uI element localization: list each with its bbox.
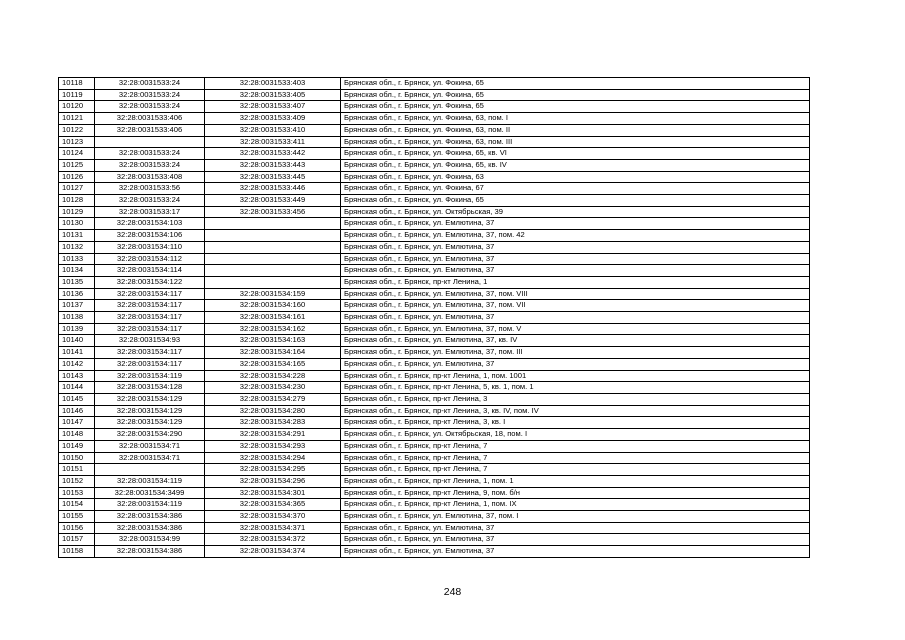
table-row (59, 300, 810, 312)
object-id-cell: 32:28:0031534:280 (205, 405, 341, 417)
parcel-id-cell: 32:28:0031533:17 (95, 206, 205, 218)
table-row (59, 230, 810, 242)
table-row (59, 159, 810, 171)
object-id-cell: 32:28:0031534:230 (205, 382, 341, 394)
parcel-id-cell: 32:28:0031534:117 (95, 347, 205, 359)
object-id-cell: 32:28:0031534:374 (205, 546, 341, 558)
object-id-cell: 32:28:0031533:446 (205, 183, 341, 195)
table-row (59, 452, 810, 464)
address-cell: Брянская обл., г. Брянск, ул. Фокина, 65 (341, 78, 810, 90)
row-number-cell: 10136 (59, 288, 95, 300)
table-row (59, 405, 810, 417)
table-row (59, 358, 810, 370)
parcel-id-cell: 32:28:0031534:110 (95, 241, 205, 253)
address-cell: Брянская обл., г. Брянск, ул. Емлютина, 37, пом. 42 (341, 230, 810, 242)
parcel-id-cell: 32:28:0031534:129 (95, 405, 205, 417)
row-number-cell: 10140 (59, 335, 95, 347)
object-id-cell: 32:28:0031534:162 (205, 323, 341, 335)
parcel-id-cell: 32:28:0031534:117 (95, 312, 205, 324)
address-cell: Брянская обл., г. Брянск, ул. Емлютина, 37 (341, 534, 810, 546)
parcel-id-cell: 32:28:0031534:122 (95, 276, 205, 288)
table-row (59, 276, 810, 288)
parcel-id-cell: 32:28:0031534:99 (95, 534, 205, 546)
row-number-cell: 10156 (59, 522, 95, 534)
row-number-cell: 10144 (59, 382, 95, 394)
parcel-id-cell: 32:28:0031534:117 (95, 300, 205, 312)
object-id-cell: 32:28:0031533:409 (205, 113, 341, 125)
address-cell: Брянская обл., г. Брянск, пр-кт Ленина, 3 (341, 393, 810, 405)
row-number-cell: 10128 (59, 195, 95, 207)
address-cell: Брянская обл., г. Брянск, ул. Емлютина, 37 (341, 312, 810, 324)
table-row (59, 253, 810, 265)
parcel-id-cell: 32:28:0031534:117 (95, 358, 205, 370)
address-cell: Брянская обл., г. Брянск, ул. Емлютина, 37 (341, 522, 810, 534)
row-number-cell: 10133 (59, 253, 95, 265)
table-row (59, 335, 810, 347)
object-id-cell: 32:28:0031534:370 (205, 511, 341, 523)
address-cell: Брянская обл., г. Брянск, ул. Фокина, 63, пом. I (341, 113, 810, 125)
address-cell: Брянская обл., г. Брянск, пр-кт Ленина, 7 (341, 452, 810, 464)
address-cell: Брянская обл., г. Брянск, пр-кт Ленина, 1, пом. 1 (341, 475, 810, 487)
address-cell: Брянская обл., г. Брянск, ул. Емлютина, 37, кв. IV (341, 335, 810, 347)
row-number-cell: 10149 (59, 440, 95, 452)
row-number-cell: 10121 (59, 113, 95, 125)
object-id-cell: 32:28:0031534:160 (205, 300, 341, 312)
object-id-cell: 32:28:0031534:164 (205, 347, 341, 359)
address-cell: Брянская обл., г. Брянск, пр-кт Ленина, 3, кв. IV, пом. IV (341, 405, 810, 417)
object-id-cell: 32:28:0031533:442 (205, 148, 341, 160)
address-cell: Брянская обл., г. Брянск, ул. Фокина, 67 (341, 183, 810, 195)
parcel-id-cell: 32:28:0031534:386 (95, 511, 205, 523)
address-cell: Брянская обл., г. Брянск, ул. Октябрьская, 18, пом. I (341, 429, 810, 441)
parcel-id-cell: 32:28:0031533:24 (95, 89, 205, 101)
object-id-cell: 32:28:0031533:403 (205, 78, 341, 90)
parcel-id-cell: 32:28:0031533:406 (95, 124, 205, 136)
object-id-cell: 32:28:0031534:228 (205, 370, 341, 382)
parcel-id-cell (95, 464, 205, 476)
parcel-id-cell: 32:28:0031533:406 (95, 113, 205, 125)
table-row (59, 148, 810, 160)
row-number-cell: 10141 (59, 347, 95, 359)
row-number-cell: 10151 (59, 464, 95, 476)
address-cell: Брянская обл., г. Брянск, пр-кт Ленина, 7 (341, 464, 810, 476)
object-id-cell: 32:28:0031534:372 (205, 534, 341, 546)
parcel-id-cell: 32:28:0031534:114 (95, 265, 205, 277)
table-row (59, 347, 810, 359)
object-id-cell (205, 230, 341, 242)
address-cell: Брянская обл., г. Брянск, ул. Фокина, 65 (341, 195, 810, 207)
cadastral-table-body (59, 78, 810, 558)
parcel-id-cell: 32:28:0031534:103 (95, 218, 205, 230)
parcel-id-cell: 32:28:0031533:24 (95, 159, 205, 171)
row-number-cell: 10153 (59, 487, 95, 499)
address-cell: Брянская обл., г. Брянск, ул. Фокина, 63, пом. III (341, 136, 810, 148)
parcel-id-cell: 32:28:0031534:386 (95, 522, 205, 534)
object-id-cell: 32:28:0031534:163 (205, 335, 341, 347)
row-number-cell: 10147 (59, 417, 95, 429)
parcel-id-cell: 32:28:0031534:128 (95, 382, 205, 394)
parcel-id-cell: 32:28:0031533:24 (95, 195, 205, 207)
object-id-cell: 32:28:0031533:456 (205, 206, 341, 218)
row-number-cell: 10157 (59, 534, 95, 546)
address-cell: Брянская обл., г. Брянск, пр-кт Ленина, 1 (341, 276, 810, 288)
parcel-id-cell: 32:28:0031534:119 (95, 499, 205, 511)
object-id-cell: 32:28:0031534:293 (205, 440, 341, 452)
object-id-cell: 32:28:0031534:291 (205, 429, 341, 441)
parcel-id-cell: 32:28:0031534:117 (95, 323, 205, 335)
object-id-cell (205, 265, 341, 277)
table-row (59, 546, 810, 558)
table-row (59, 113, 810, 125)
address-cell: Брянская обл., г. Брянск, пр-кт Ленина, 7 (341, 440, 810, 452)
table-row (59, 288, 810, 300)
object-id-cell (205, 218, 341, 230)
object-id-cell: 32:28:0031534:159 (205, 288, 341, 300)
table-row (59, 382, 810, 394)
parcel-id-cell: 32:28:0031534:112 (95, 253, 205, 265)
row-number-cell: 10146 (59, 405, 95, 417)
table-row (59, 393, 810, 405)
object-id-cell: 32:28:0031534:371 (205, 522, 341, 534)
cadastral-table (58, 77, 810, 558)
row-number-cell: 10142 (59, 358, 95, 370)
address-cell: Брянская обл., г. Брянск, ул. Емлютина, 37, пом. I (341, 511, 810, 523)
address-cell: Брянская обл., г. Брянск, ул. Емлютина, 37 (341, 358, 810, 370)
table-row (59, 89, 810, 101)
address-cell: Брянская обл., г. Брянск, ул. Емлютина, 37 (341, 253, 810, 265)
row-number-cell: 10124 (59, 148, 95, 160)
page-number: 248 (443, 586, 462, 598)
table-row (59, 323, 810, 335)
object-id-cell: 32:28:0031534:161 (205, 312, 341, 324)
table-row (59, 136, 810, 148)
row-number-cell: 10134 (59, 265, 95, 277)
address-cell: Брянская обл., г. Брянск, ул. Фокина, 65, кв. VI (341, 148, 810, 160)
parcel-id-cell (95, 136, 205, 148)
table-row (59, 218, 810, 230)
table-row (59, 499, 810, 511)
object-id-cell: 32:28:0031534:365 (205, 499, 341, 511)
row-number-cell: 10122 (59, 124, 95, 136)
table-row (59, 511, 810, 523)
row-number-cell: 10158 (59, 546, 95, 558)
row-number-cell: 10152 (59, 475, 95, 487)
table-row (59, 417, 810, 429)
row-number-cell: 10120 (59, 101, 95, 113)
parcel-id-cell: 32:28:0031534:71 (95, 452, 205, 464)
parcel-id-cell: 32:28:0031534:106 (95, 230, 205, 242)
row-number-cell: 10139 (59, 323, 95, 335)
address-cell: Брянская обл., г. Брянск, ул. Октябрьская, 39 (341, 206, 810, 218)
parcel-id-cell: 32:28:0031533:24 (95, 101, 205, 113)
row-number-cell: 10132 (59, 241, 95, 253)
address-cell: Брянская обл., г. Брянск, ул. Емлютина, 37 (341, 546, 810, 558)
address-cell: Брянская обл., г. Брянск, ул. Емлютина, 37 (341, 218, 810, 230)
table-row (59, 475, 810, 487)
object-id-cell: 32:28:0031533:449 (205, 195, 341, 207)
table-row (59, 522, 810, 534)
row-number-cell: 10131 (59, 230, 95, 242)
table-row (59, 241, 810, 253)
table-row (59, 78, 810, 90)
parcel-id-cell: 32:28:0031534:117 (95, 288, 205, 300)
parcel-id-cell: 32:28:0031534:386 (95, 546, 205, 558)
object-id-cell: 32:28:0031534:294 (205, 452, 341, 464)
address-cell: Брянская обл., г. Брянск, пр-кт Ленина, 1, пом. 1001 (341, 370, 810, 382)
row-number-cell: 10138 (59, 312, 95, 324)
object-id-cell (205, 276, 341, 288)
address-cell: Брянская обл., г. Брянск, пр-кт Ленина, 9, пом. б/н (341, 487, 810, 499)
parcel-id-cell: 32:28:0031533:56 (95, 183, 205, 195)
object-id-cell: 32:28:0031533:445 (205, 171, 341, 183)
address-cell: Брянская обл., г. Брянск, ул. Емлютина, 37 (341, 265, 810, 277)
address-cell: Брянская обл., г. Брянск, ул. Фокина, 63, пом. II (341, 124, 810, 136)
row-number-cell: 10155 (59, 511, 95, 523)
parcel-id-cell: 32:28:0031533:24 (95, 148, 205, 160)
row-number-cell: 10130 (59, 218, 95, 230)
object-id-cell: 32:28:0031534:296 (205, 475, 341, 487)
parcel-id-cell: 32:28:0031534:129 (95, 393, 205, 405)
address-cell: Брянская обл., г. Брянск, ул. Емлютина, 37, пом. VII (341, 300, 810, 312)
address-cell: Брянская обл., г. Брянск, ул. Фокина, 65 (341, 89, 810, 101)
table-row (59, 265, 810, 277)
object-id-cell: 32:28:0031534:301 (205, 487, 341, 499)
table-row (59, 440, 810, 452)
row-number-cell: 10125 (59, 159, 95, 171)
object-id-cell: 32:28:0031533:411 (205, 136, 341, 148)
parcel-id-cell: 32:28:0031534:119 (95, 370, 205, 382)
table-row (59, 429, 810, 441)
row-number-cell: 10119 (59, 89, 95, 101)
address-cell: Брянская обл., г. Брянск, ул. Емлютина, 37, пом. V (341, 323, 810, 335)
table-row (59, 464, 810, 476)
row-number-cell: 10123 (59, 136, 95, 148)
object-id-cell: 32:28:0031534:279 (205, 393, 341, 405)
table-row (59, 101, 810, 113)
table-row (59, 171, 810, 183)
address-cell: Брянская обл., г. Брянск, ул. Фокина, 63 (341, 171, 810, 183)
row-number-cell: 10148 (59, 429, 95, 441)
address-cell: Брянская обл., г. Брянск, пр-кт Ленина, 1, пом. IX (341, 499, 810, 511)
parcel-id-cell: 32:28:0031534:129 (95, 417, 205, 429)
row-number-cell: 10127 (59, 183, 95, 195)
parcel-id-cell: 32:28:0031533:408 (95, 171, 205, 183)
row-number-cell: 10126 (59, 171, 95, 183)
address-cell: Брянская обл., г. Брянск, ул. Фокина, 65 (341, 101, 810, 113)
parcel-id-cell: 32:28:0031534:3499 (95, 487, 205, 499)
object-id-cell: 32:28:0031533:405 (205, 89, 341, 101)
row-number-cell: 10118 (59, 78, 95, 90)
parcel-id-cell: 32:28:0031534:290 (95, 429, 205, 441)
object-id-cell: 32:28:0031534:165 (205, 358, 341, 370)
row-number-cell: 10150 (59, 452, 95, 464)
table-row (59, 312, 810, 324)
table-row (59, 534, 810, 546)
table-row (59, 370, 810, 382)
table-row (59, 124, 810, 136)
object-id-cell: 32:28:0031533:407 (205, 101, 341, 113)
row-number-cell: 10129 (59, 206, 95, 218)
table-row (59, 206, 810, 218)
object-id-cell (205, 253, 341, 265)
row-number-cell: 10145 (59, 393, 95, 405)
address-cell: Брянская обл., г. Брянск, пр-кт Ленина, 3, кв. I (341, 417, 810, 429)
parcel-id-cell: 32:28:0031534:93 (95, 335, 205, 347)
row-number-cell: 10154 (59, 499, 95, 511)
object-id-cell: 32:28:0031533:410 (205, 124, 341, 136)
address-cell: Брянская обл., г. Брянск, пр-кт Ленина, 5, кв. 1, пом. 1 (341, 382, 810, 394)
object-id-cell: 32:28:0031534:295 (205, 464, 341, 476)
object-id-cell: 32:28:0031533:443 (205, 159, 341, 171)
row-number-cell: 10143 (59, 370, 95, 382)
table-row (59, 487, 810, 499)
object-id-cell: 32:28:0031534:283 (205, 417, 341, 429)
parcel-id-cell: 32:28:0031534:119 (95, 475, 205, 487)
address-cell: Брянская обл., г. Брянск, ул. Емлютина, 37 (341, 241, 810, 253)
row-number-cell: 10137 (59, 300, 95, 312)
table-row (59, 183, 810, 195)
address-cell: Брянская обл., г. Брянск, ул. Фокина, 65, кв. IV (341, 159, 810, 171)
parcel-id-cell: 32:28:0031534:71 (95, 440, 205, 452)
address-cell: Брянская обл., г. Брянск, ул. Емлютина, 37, пом. III (341, 347, 810, 359)
object-id-cell (205, 241, 341, 253)
address-cell: Брянская обл., г. Брянск, ул. Емлютина, 37, пом. VIII (341, 288, 810, 300)
table-row (59, 195, 810, 207)
row-number-cell: 10135 (59, 276, 95, 288)
parcel-id-cell: 32:28:0031533:24 (95, 78, 205, 90)
